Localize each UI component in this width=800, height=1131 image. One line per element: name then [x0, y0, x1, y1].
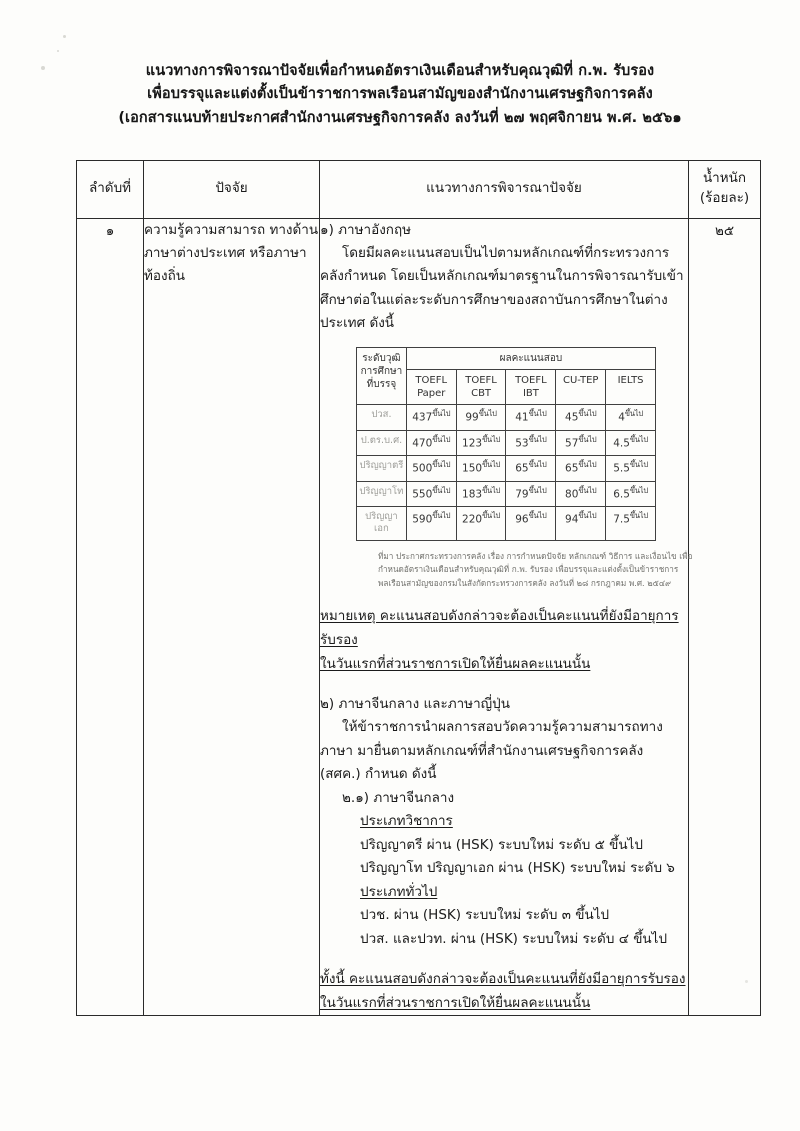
remark-block-1 [320, 604, 688, 676]
scores-group-header: ผลคะแนนสอบ [406, 347, 655, 369]
section2-block [320, 693, 688, 951]
col2-line1: TOEFL [515, 375, 547, 387]
scores-cell-toefl-paper: $500^{ขึ้นไป}$ [406, 456, 456, 481]
hsk-group-item: ปวส. และปวท. ผ่าน (HSK) ระบบใหม่ ระดับ ๔ ขึ้นไป [360, 930, 668, 947]
corner-line-1: ระดับวุฒิ [362, 352, 401, 364]
scores-cell-toefl-paper: $437^{ขึ้นไป}$ [406, 405, 456, 430]
hsk-group-item: ปวช. ผ่าน (HSK) ระบบใหม่ ระดับ ๓ ขึ้นไป [360, 907, 610, 924]
section1-paragraph-text: โดยมีผลคะแนนสอบเป็นไปตามหลักเกณฑ์ที่กระทรวงการคลังกำหนด โดยเป็นหลักเกณฑ์มาตรฐานในการพิจารณารับเข้าศึกษาต่อในแต่ละระดับการศึกษาของสถาบันการศึกษาในต่างประเทศ ดังนี้ [320, 244, 684, 332]
scores-row [357, 506, 656, 540]
scores-cell-cu-tep: $45^{ขึ้นไป}$ [556, 405, 606, 430]
header-weight [689, 161, 761, 219]
scores-row [357, 456, 656, 481]
scores-cell-toefl-cbt: $123^{ขึ้นไป}$ [456, 430, 506, 455]
scores-cell-toefl-cbt: $99^{ขึ้นไป}$ [456, 405, 506, 430]
section1-heading: ๑) ภาษาอังกฤษ [320, 221, 412, 238]
section1-paragraph [320, 242, 688, 336]
scores-col-toefl-paper [406, 370, 456, 405]
scores-cell-toefl-cbt: $183^{ขึ้นไป}$ [456, 481, 506, 506]
scores-cell-ielts: $4.5^{ขึ้นไป}$ [606, 430, 656, 455]
scores-row-level: ปวส. [357, 405, 407, 430]
section2-paragraph-text: ให้ข้าราชการนำผลการสอบวัดความรู้ความสามารถทางภาษา มายื่นตามหลักเกณฑ์ที่สำนักงานเศรษฐกิจการคลัง (สศค.) กำหนด ดังนี้ [320, 719, 663, 783]
scores-body [357, 405, 656, 541]
title-line-1: แนวทางการพิจารณาปัจจัยเพื่อกำหนดอัตราเงินเดือนสำหรับคุณวุฒิที่ ก.พ. รับรอง [145, 63, 655, 79]
remark-block-2 [320, 967, 688, 1015]
hsk-group-item: ปริญญาโท ปริญญาเอก ผ่าน (HSK) ระบบใหม่ ระดับ ๖ [360, 860, 675, 877]
remark2-line1: ทั้งนี้ คะแนนสอบดังกล่าวจะต้องเป็นคะแนนที่ยังมีอายุการรับรอง [320, 971, 686, 988]
cell-row-number: ๑ [77, 218, 144, 1016]
title-line-3: (เอกสารแนบท้ายประกาศสำนักงานเศรษฐกิจการคลัง ลงวันที่ ๒๗ พฤศจิกายน พ.ศ. ๒๕๖๑ [118, 109, 682, 126]
scores-cell-toefl-paper: $470^{ขึ้นไป}$ [406, 430, 456, 455]
scores-row-level: ปริญญาเอก [357, 506, 407, 540]
section2-heading: ๒) ภาษาจีนกลาง และภาษาญี่ปุ่น [320, 695, 510, 712]
scores-col-cutep [556, 370, 606, 405]
corner-line-2: การศึกษา [360, 366, 403, 378]
cell-guideline [320, 218, 693, 1016]
remark1-line1: หมายเหตุ คะแนนสอบดังกล่าวจะต้องเป็นคะแนนที่ยังมีอายุการรับรอง [320, 607, 679, 648]
scan-speckle [57, 50, 59, 52]
scores-cell-ielts: $4^{ขึ้นไป}$ [606, 405, 656, 430]
scores-cell-ielts: $6.5^{ขึ้นไป}$ [606, 481, 656, 506]
scores-cell-toefl-ibt: $65^{ขึ้นไป}$ [506, 456, 556, 481]
hsk-group-label: ประเภททั่วไป [360, 883, 438, 900]
scores-cell-toefl-ibt: $53^{ขึ้นไป}$ [506, 430, 556, 455]
col3-line1: CU-TEP [563, 375, 599, 387]
col4-line1: IELTS [617, 375, 644, 387]
scores-corner-label [357, 347, 407, 405]
scores-cell-toefl-cbt: $150^{ขึ้นไป}$ [456, 456, 506, 481]
col1-line2: CBT [471, 388, 492, 400]
hsk-group-label: ประเภทวิชาการ [360, 813, 453, 830]
document-title [0, 60, 800, 130]
scores-cell-ielts: $5.5^{ขึ้นไป}$ [606, 456, 656, 481]
scores-row-level: ปริญญาโท [357, 481, 407, 506]
header-weight-line2: (ร้อยละ) [699, 190, 750, 207]
english-scores-table-wrap [356, 347, 693, 590]
scan-speckle [63, 35, 66, 38]
scores-col-ielts [606, 370, 656, 405]
scores-cell-toefl-paper: $590^{ขึ้นไป}$ [406, 506, 456, 540]
remark2-line2: ในวันแรกที่ส่วนราชการเปิดให้ยื่นผลคะแนนนั้น [320, 995, 591, 1012]
scores-row [357, 405, 656, 430]
scores-cell-toefl-ibt: $41^{ขึ้นไป}$ [506, 405, 556, 430]
scores-cell-cu-tep: $65^{ขึ้นไป}$ [556, 456, 606, 481]
section2-paragraph [320, 716, 688, 786]
col0-line1: TOEFL [415, 375, 448, 387]
scores-cell-cu-tep: $94^{ขึ้นไป}$ [556, 506, 606, 540]
scores-cell-ielts: $7.5^{ขึ้นไป}$ [606, 506, 656, 540]
scores-row [357, 481, 656, 506]
title-line-2: เพื่อบรรจุและแต่งตั้งเป็นข้าราชการพลเรือนสามัญของสำนักงานเศรษฐกิจการคลัง [147, 86, 653, 103]
scores-col-toefl-cbt [456, 370, 506, 405]
header-no: ลำดับที่ [77, 161, 144, 219]
table-header-row [77, 161, 761, 219]
scores-cell-toefl-ibt: $96^{ขึ้นไป}$ [506, 506, 556, 540]
scores-row-level: ปริญญาตรี [357, 456, 407, 481]
table-row [77, 218, 761, 1016]
cell-factor: ความรู้ความสามารถ ทางด้านภาษาต่างประเทศ หรือภาษาท้องถิ่น [144, 218, 320, 1016]
scores-cell-toefl-paper: $550^{ขึ้นไป}$ [406, 481, 456, 506]
scores-cell-toefl-cbt: $220^{ขึ้นไป}$ [456, 506, 506, 540]
scores-row [357, 430, 656, 455]
scores-row-level: ป.ตร.บ.ศ. [357, 430, 407, 455]
scores-col-toefl-ibt [506, 370, 556, 405]
remark1-line2: ในวันแรกที่ส่วนราชการเปิดให้ยื่นผลคะแนนนั้น [320, 655, 591, 672]
col1-line1: TOEFL [465, 375, 497, 387]
english-scores-table [356, 347, 656, 541]
scores-cell-cu-tep: $80^{ขึ้นไป}$ [556, 481, 606, 506]
header-guideline: แนวทางการพิจารณาปัจจัย [320, 161, 689, 219]
cell-weight: ๒๕ [689, 218, 761, 1016]
header-weight-line1: น้ำหนัก [702, 170, 747, 186]
col2-line2: IBT [522, 388, 539, 400]
corner-line-3: ที่บรรจุ [366, 379, 397, 391]
section2-sub-heading: ๒.๑) ภาษาจีนกลาง [342, 789, 455, 806]
hsk-group-item: ปริญญาตรี ผ่าน (HSK) ระบบใหม่ ระดับ ๕ ขึ้นไป [360, 836, 643, 853]
col0-line2: Paper [417, 388, 446, 400]
hsk-groups [320, 810, 688, 951]
header-factor: ปัจจัย [144, 161, 320, 219]
scores-header-row-1 [357, 347, 656, 369]
scores-source-note: ที่มา ประกาศกระทรวงการคลัง เรื่อง การกำหนดปัจจัย หลักเกณฑ์ วิธีการ และเงื่อนไข เพื่อกำหนดอัตราเงินเดือนสำหรับคุณวุฒิที่ ก.พ. รับรอง เพื่อบรรจุและแต่งตั้งเป็นข้าราชการพลเรือนสามัญของกรมในสังกัดกระทรวงการคลัง ลงวันที่ ๒๘ กรกฎาคม พ.ศ. ๒๕๔๙ [378, 550, 693, 588]
scores-cell-cu-tep: $57^{ขึ้นไป}$ [556, 430, 606, 455]
scores-cell-toefl-ibt: $79^{ขึ้นไป}$ [506, 481, 556, 506]
criteria-table [76, 160, 761, 1016]
